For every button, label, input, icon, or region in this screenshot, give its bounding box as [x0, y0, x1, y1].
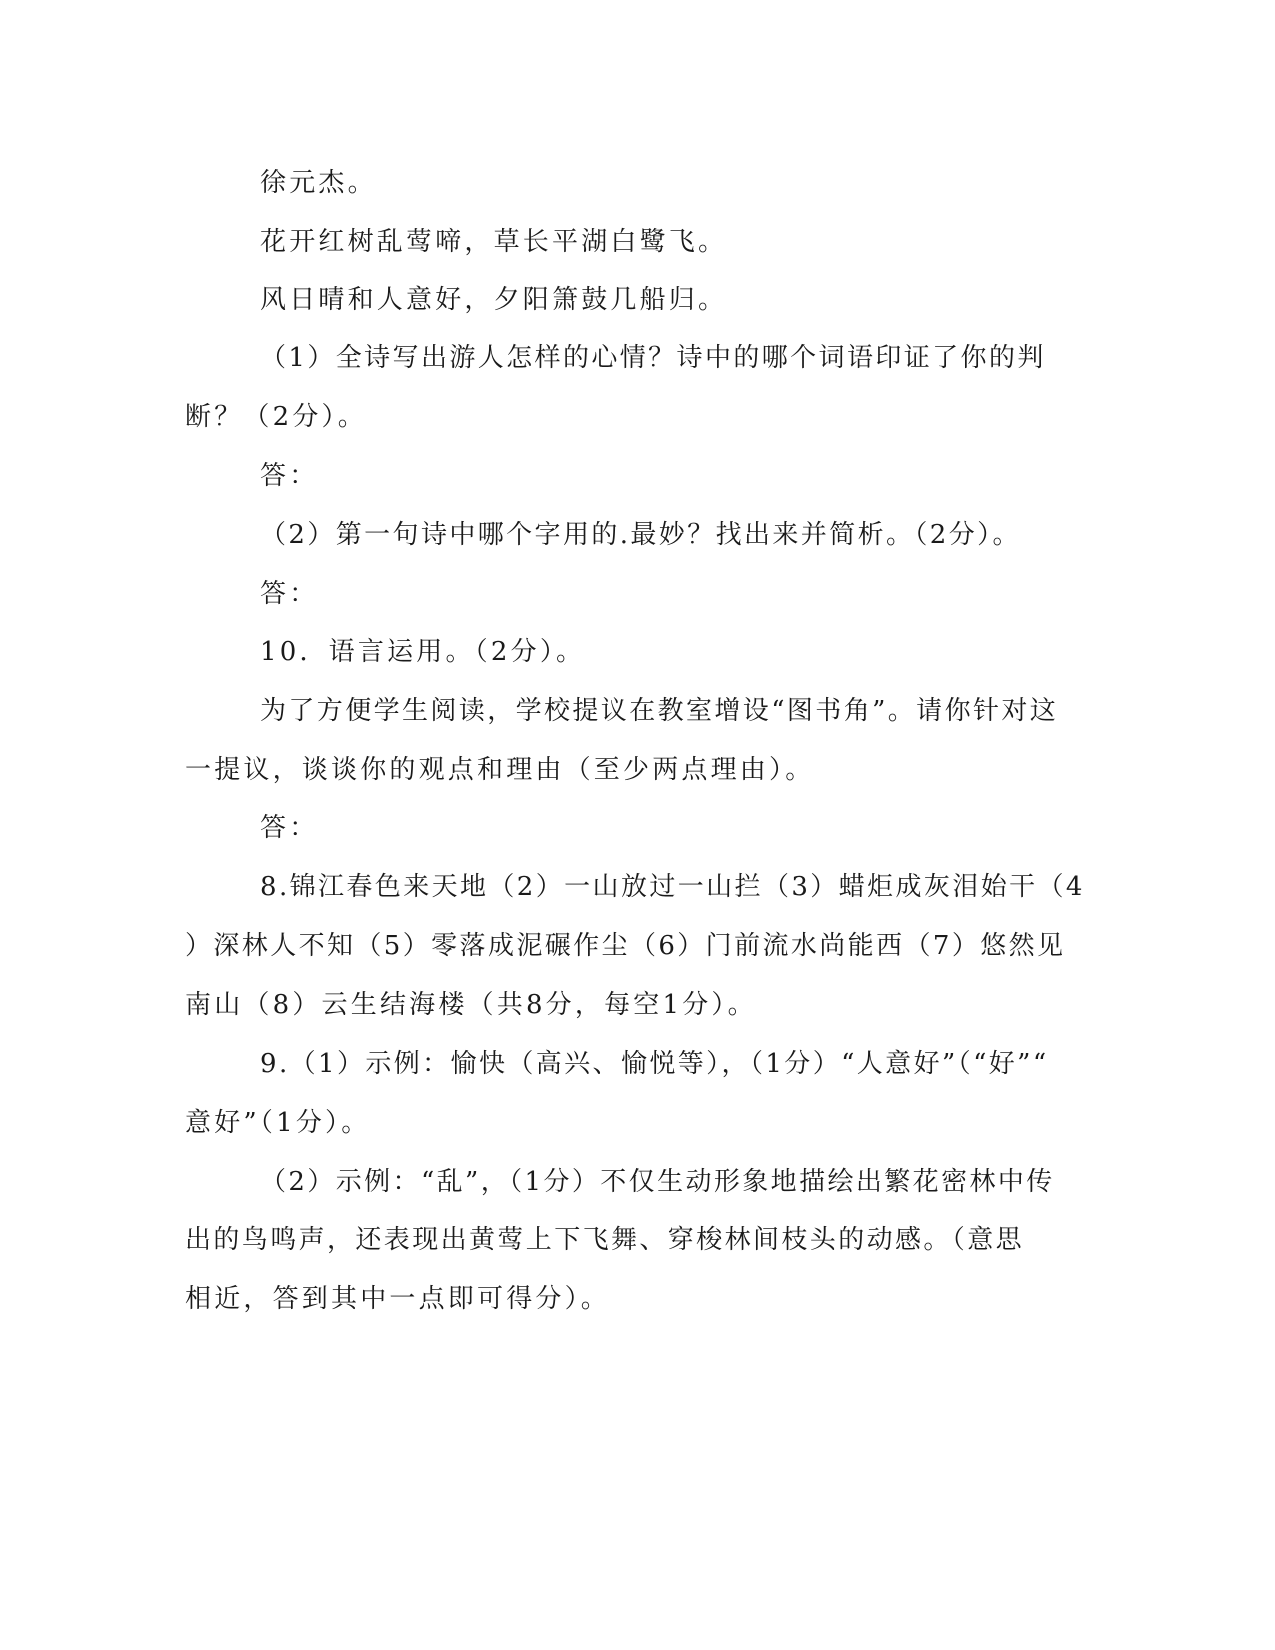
- answer-8-line-3: 南山（8）云生结海楼（共8分，每空1分）。: [185, 990, 757, 1020]
- answer-8-line-2: ）深林人不知（5）零落成泥碾作尘（6）门前流水尚能西（7）悠然见: [185, 931, 1066, 961]
- question-1-line-2: 断？（2分）。: [185, 402, 367, 432]
- question-1-line-1: （1）全诗写出游人怎样的心情？诗中的哪个词语印证了你的判: [260, 343, 1046, 373]
- answer-8-line-1: 8.锦江春色来天地（2）一山放过一山拦（3）蜡炬成灰泪始干（4: [260, 872, 1085, 902]
- question-10-line-2: 一提议，谈谈你的观点和理由（至少两点理由）。: [185, 755, 815, 785]
- poem-author: 徐元杰。: [260, 168, 377, 198]
- answer-9-2-line-2: 出的鸟鸣声，还表现出黄莺上下飞舞、穿梭林间枝头的动感。（意思: [185, 1225, 1025, 1255]
- poem-line-1: 花开红树乱莺啼，草长平湖白鹭飞。: [260, 227, 728, 257]
- answer-label-1: 答：: [260, 461, 319, 491]
- answer-9-2-line-3: 相近，答到其中一点即可得分）。: [185, 1284, 611, 1314]
- question-10-line-1: 为了方便学生阅读，学校提议在教室增设“图书角”。请你针对这: [260, 696, 1059, 726]
- answer-label-2: 答：: [260, 579, 319, 609]
- question-2: （2）第一句诗中哪个字用的.最妙？找出来并简析。（2分）。: [260, 520, 1021, 550]
- answer-label-3: 答：: [260, 813, 319, 843]
- question-10-heading: 10．语言运用。（2分）。: [260, 637, 586, 667]
- answer-9-1-line-2: 意好”（1分）。: [185, 1108, 371, 1138]
- poem-line-2: 风日晴和人意好，夕阳箫鼓几船归。: [260, 285, 728, 315]
- answer-9-1-line-1: 9.（1）示例：愉快（高兴、愉悦等），（1分）“人意好”（“好”“: [260, 1049, 1049, 1079]
- answer-9-2-line-1: （2）示例：“乱”，（1分）不仅生动形象地描绘出繁花密林中传: [260, 1167, 1055, 1197]
